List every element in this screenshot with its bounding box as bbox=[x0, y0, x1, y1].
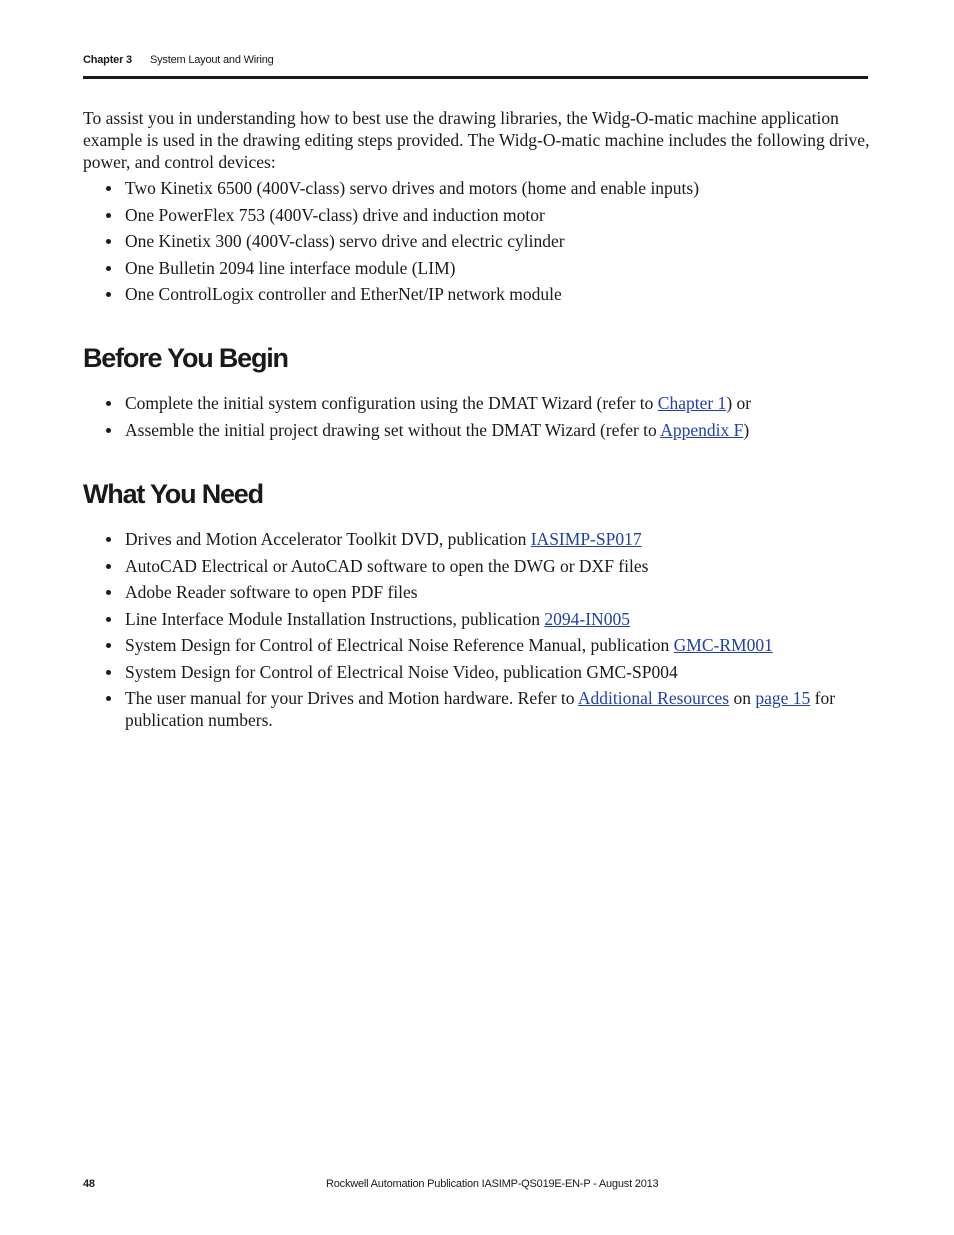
list-item: One Bulletin 2094 line interface module (LIM) bbox=[83, 257, 873, 279]
list-item: One PowerFlex 753 (400V-class) drive and induction motor bbox=[83, 204, 873, 226]
iasimp-sp017-link[interactable]: IASIMP-SP017 bbox=[530, 529, 642, 549]
list-item bbox=[83, 608, 873, 630]
publication-info: Rockwell Automation Publication IASIMP-QS019E-EN-P - August 2013 bbox=[326, 1178, 659, 1190]
list-item bbox=[83, 392, 873, 414]
what-you-need-list bbox=[83, 528, 873, 736]
list-item: AutoCAD Electrical or AutoCAD software to open the DWG or DXF files bbox=[83, 555, 873, 577]
before-you-begin-list bbox=[83, 392, 873, 445]
section-title: System Layout and Wiring bbox=[150, 54, 274, 66]
appendix-f-link[interactable]: Appendix F bbox=[660, 419, 744, 440]
list-item: One ControlLogix controller and EtherNet/IP network module bbox=[83, 283, 873, 305]
list-item bbox=[83, 528, 873, 550]
list-item: Adobe Reader software to open PDF files bbox=[83, 581, 873, 603]
list-item bbox=[83, 687, 873, 731]
page-15-link[interactable]: page 15 bbox=[755, 688, 811, 708]
item-text: Drives and Motion Accelerator Toolkit DVD, publication bbox=[125, 529, 531, 549]
item-text: System Design for Control of Electrical Noise Reference Manual, publication bbox=[125, 635, 674, 655]
item-text: Complete the initial system configuration using the DMAT Wizard (refer to bbox=[125, 393, 658, 413]
item-text: Assemble the initial project drawing set without the DMAT Wizard (refer to bbox=[125, 419, 661, 440]
what-you-need-heading: What You Need bbox=[83, 479, 263, 509]
before-you-begin-heading: Before You Begin bbox=[83, 343, 288, 373]
intro-paragraph: To assist you in understanding how to best use the drawing libraries, the Widg-O-matic machine application example is used in the drawing editing steps provided. The Widg-O-matic machine includes the following drive, power, and control devices: bbox=[83, 108, 870, 172]
list-item bbox=[83, 419, 873, 441]
device-list bbox=[83, 177, 873, 310]
gmc-rm001-link[interactable]: GMC-RM001 bbox=[673, 635, 773, 655]
running-header bbox=[83, 52, 868, 79]
list-item: One Kinetix 300 (400V-class) servo drive and electric cylinder bbox=[83, 230, 873, 252]
item-text: Line Interface Module Installation Instructions, publication bbox=[125, 608, 545, 629]
list-item: System Design for Control of Electrical Noise Video, publication GMC-SP004 bbox=[83, 661, 873, 683]
item-text: ) bbox=[743, 419, 750, 440]
page-number: 48 bbox=[83, 1178, 95, 1190]
list-item: Two Kinetix 6500 (400V-class) servo drives and motors (home and enable inputs) bbox=[83, 177, 873, 199]
running-footer bbox=[83, 1176, 868, 1194]
chapter-1-link[interactable]: Chapter 1 bbox=[657, 393, 727, 413]
item-text: The user manual for your Drives and Motion hardware. Refer to bbox=[125, 688, 578, 708]
2094-in005-link[interactable]: 2094-IN005 bbox=[544, 608, 630, 629]
chapter-label: Chapter 3 bbox=[83, 54, 132, 66]
item-text: ) or bbox=[726, 393, 752, 413]
additional-resources-link[interactable]: Additional Resources bbox=[577, 688, 730, 708]
list-item bbox=[83, 634, 873, 656]
item-text: on bbox=[729, 688, 756, 708]
item-text: for publication numbers. bbox=[125, 688, 836, 730]
